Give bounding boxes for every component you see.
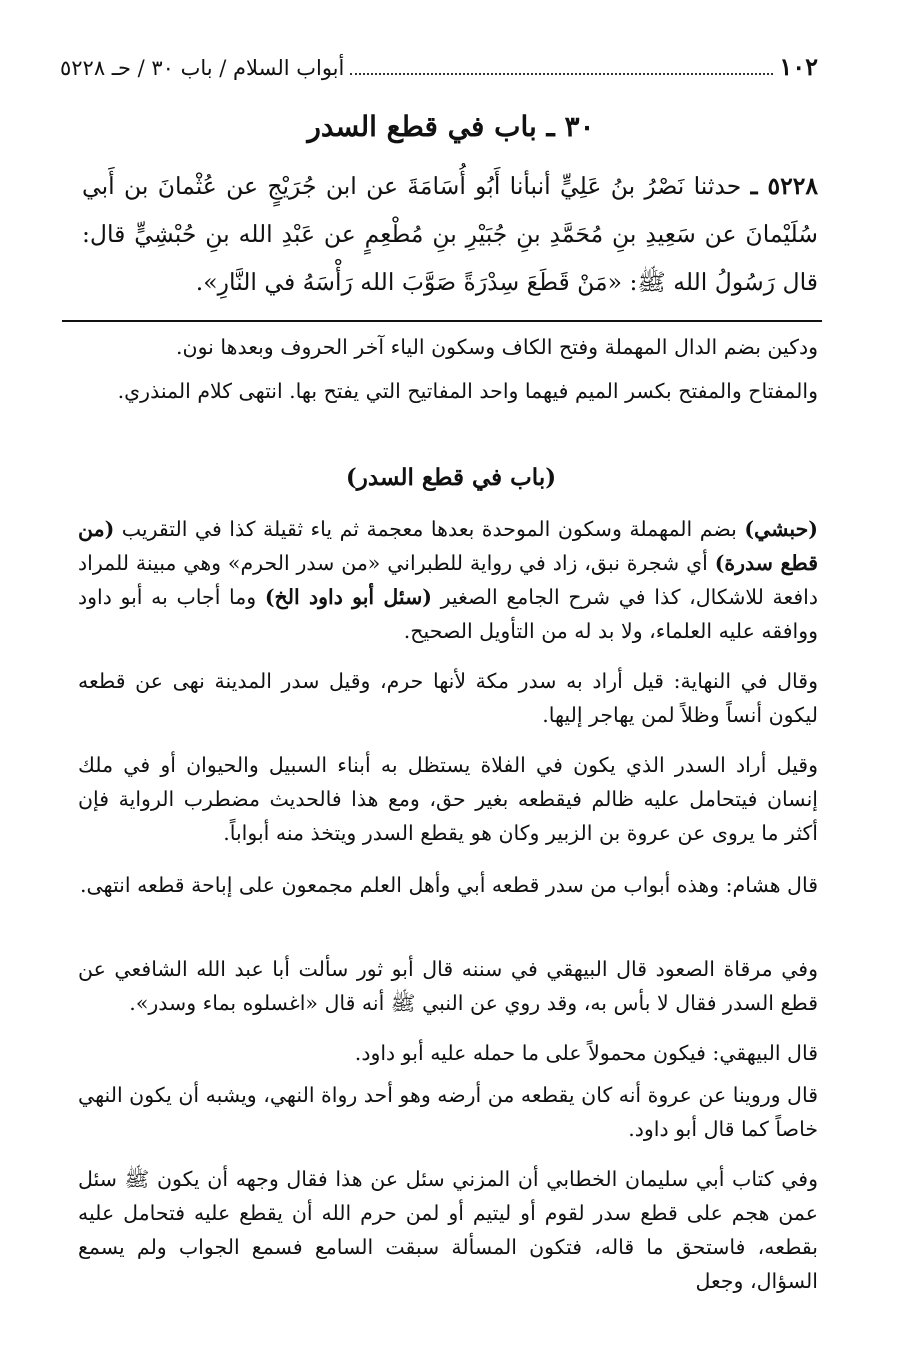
commentary-paragraph-6: قال البيهقي: فيكون محمولاً على ما حمله عليه أبو داود. [354,1041,818,1065]
commentary-text: أي شجرة نبق، زاد في رواية للطبراني «من سدر الحرم» وهي مبينة للمراد دافعة للاشكال، كذا في شرح الجامع الصغير [78,551,819,609]
commentary-paragraph-3: وقيل أراد السدر الذي يكون في الفلاة يستظل به أبناء السبيل والحيوان أو في ملك إنسان فيتحامل عليه ظالم فيقطعه بغير حق، ومع هذا فالحديث مضطرب الرواية فإن أكثر ما يروى عن عروة بن الزبير وكان هو يقطع السدر ويتخذ منه أبواباً. [78,753,818,845]
page-header [60,52,818,81]
commentary-text: بضم المهملة وسكون الموحدة بعدها معجمة ثم ياء ثقيلة كذا في التقريب [114,517,745,541]
term-suila-abu-dawud: (سئل أبو داود الخ) [264,585,432,609]
note-paragraph-1: ودكين بضم الدال المهملة وفتح الكاف وسكون الياء آخر الحروف وبعدها نون. [176,335,818,359]
running-head: أبواب السلام / باب ٣٠ / حـ ٥٢٢٨ [60,56,345,80]
term-habashi: (حبشي) [744,517,818,541]
term-man-qata: (من قطع سدرة) [78,517,818,575]
commentary-paragraph-5: وفي مرقاة الصعود قال البيهقي في سننه قال أبو ثور سألت أبا عبد الله الشافعي عن قطع السدر فقال لا بأس به، وقد روي عن النبي ﷺ أنه قال «اغسلوه بماء وسدر». [78,957,818,1015]
footnote-divider [62,320,822,322]
hadith-text [82,162,818,306]
commentary-paragraph-2: وقال في النهاية: قيل أراد به سدر مكة لأنها حرم، وقيل سدر المدينة نهى عن قطعه ليكون أنساً وظلاً لمن يهاجر إليها. [78,669,818,727]
note-paragraph-2: والمفتاح والمفتح بكسر الميم فيهما واحد المفاتيح التي يفتح بها. انتهى كلام المنذري. [117,379,818,403]
commentary-paragraph-7: قال وروينا عن عروة أنه كان يقطعه من أرضه وهو أحد رواة النهي، ويشبه أن يكون النهي خاصاً كما قال أبو داود. [78,1083,818,1141]
page-number: ١٠٢ [779,52,818,81]
hadith-body: حدثنا نَصْرُ بنُ عَلِيٍّ أنبأنا أَبُو أُسَامَةَ عن ابن جُرَيْجٍ عن عُثْمانَ بن أَبي سُلَيْمانَ عن سَعِيدِ بنِ مُحَمَّدِ بنِ جُبَيْرِ بنِ مُطْعِمٍ عن عَبْدِ الله بنِ حُبْشِيٍّ قال: قال رَسُولُ الله ﷺ: «مَنْ قَطَعَ سِدْرَةً صَوَّبَ الله رَأْسَهُ في النَّارِ». [82,172,818,296]
commentary-text: وما أجاب به أبو داود ووافقه عليه العلماء، ولا بد له من التأويل الصحيح. [78,585,818,643]
commentary-paragraph-4: قال هشام: وهذه أبواب من سدر قطعه أبي وأهل العلم مجمعون على إباحة قطعه انتهى. [79,873,818,897]
commentary-paragraph-1 [78,512,818,648]
header-dot-leader [350,72,773,75]
commentary-section-heading: (باب في قطع السدر) [345,464,557,491]
commentary-paragraph-8: وفي كتاب أبي سليمان الخطابي أن المزني سئل عن هذا فقال وجهه أن يكون ﷺ سئل عمن هجم على قطع سدر لقوم أو ليتيم أو لمن حرم الله أن يقطع عليه فتحامل عليه بقطعه، فاستحق ما قاله، فتكون المسألة سبقت السامع فسمع الجواب ولم يسمع السؤال، وجعل [78,1167,818,1293]
chapter-title: ٣٠ ـ باب في قطع السدر [307,110,595,143]
hadith-number: ٥٢٢٨ ـ [750,172,818,200]
